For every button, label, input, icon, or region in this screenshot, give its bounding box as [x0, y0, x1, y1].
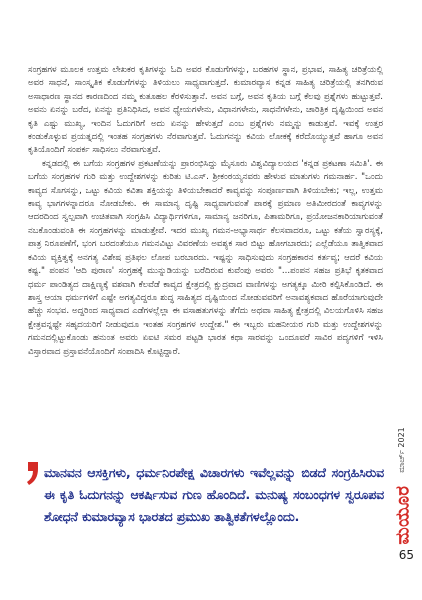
article-paragraph-2: ಕನ್ನಡದಲ್ಲಿ ಈ ಬಗೆಯ ಸಂಗ್ರಹಗಳ ಪ್ರಕಟಣೆಯನ್ನು ಪ್ರಾರಂಭಿಸಿದ್ದು ಮೈಸೂರು ವಿಶ್ವವಿದ್ಯಾಲಯದ 'ಕನ್ನಡ ಪ್ರಕಟಣಾ ಸಮಿತಿ'. ಈ ಬಗೆಯ ಸಂಗ್ರಹಗಳ ಗುರಿ ಮತ್ತು ಉದ್ದೇಶಗಳನ್ನು ಕುರಿತು ಟಿ.ಎಸ್. ಶ್ರೀಕಂಠಯ್ಯನವರು ಹೇಳುವ ಮಾತುಗಳು ಗಮನಾರ್ಹ. "ಒಂದು ಕಾವ್ಯದ ಸೊಗಸನ್ನು, ಒಟ್ಟು ಕವಿಯ ಕವಿತಾ ಶಕ್ತಿಯನ್ನು ತಿಳಿಯಬೇಕಾದರೆ ಕಾವ್ಯವನ್ನು ಸಂಪೂರ್ಣವಾಗಿ ತಿಳಿಯಬೇಕು; ಇಲ್ಲ, ಉತ್ತಮ ಕಾವ್ಯ ಭಾಗಗಳನ್ನಾದರೂ ನೋಡಬೇಕು. ಈ ಸಾಮಾನ್ಯ ದೃಷ್ಟಿ ಸಾಧ್ಯವಾಗುವಂತೆ ಪಾಠಕ್ಕೆ ಪ್ರಮಾಣ ಅತಿಮೀರದಂತೆ ಕಾವ್ಯಗಳನ್ನು ಆದರದಿಂದ ಸ್ವಲ್ಪವಾಗಿ ಉಚಿತವಾಗಿ ಸಂಗ್ರಹಿಸಿ ವಿದ್ಯಾರ್ಥಿಗಳಿಗೂ, ಸಾಮಾನ್ಯ ಜನರಿಗೂ, ಪಿತಾಮರಿಗೂ, ಪ್ರಯೋಜನಕಾರಿಯಾಗುವಂತೆ ನಬಕೊಂಡುವಂತಿ ಈ ಸಂಗ್ರಹಗಳನ್ನು ಮಾಡುತ್ತೇವೆ. ಇದರ ಮುಖ್ಯ ಗಮನ-ಅಭ್ಯಾಸಾರ್ಥ ಕೆಲಸವಾದರೂ, ಒಟ್ಟು ಕತೆಯ ಸ್ವಾರಸ್ಯಕ್ಕೆ, ಪಾತ್ರ ನಿರೂಪಣೆಗೆ, ಭಂಗ ಬರದಂತೆಯೂ ಗಮನವಿಟ್ಟು ವಿವರಣೆಯ ಅವಶ್ಯಕ ಸಾರ ಬಿಟ್ಟು ಹೋಗಬಾರದು; ಎಲ್ಲೆಡೆಯೂ ತಾತ್ವಿಕವಾದ ಕವಿಯ ವ್ಯಕ್ತಿತ್ವಕ್ಕೆ ಅನಗತ್ಯ ವಿಶೇಷ ಪ್ರತಿಫಲ ಲೋಪ ಬರಬಾರದು. ಇಷ್ಟನ್ನು ಸಾಧಿಸುವುದು ಸಂಗ್ರಹಕಾರನ ಕರ್ತವ್ಯ; ಆದರೆ ಕವಿಯ ಕಷ್ಟ." ಪಂಪನ 'ಆದಿ ಪುರಾಣ' ಸಂಗ್ರಹಕ್ಕೆ ಮುನ್ನುಡಿಯನ್ನು ಬರೆದಿರುವ ಕುವೆಂಪು ಅವರು "...ಪಂಪನ ಸಹಜ ಪ್ರತಿಭೆ ಕೃತಕವಾದ ಧರ್ಮ ಪಾಂಡಿತ್ಯದ ದಾಕ್ಷಿಣ್ಯಕ್ಕೆ ವಶವಾಗಿ ಕೆಲವೆಡೆ ಕಾವ್ಯದ ಕ್ಷೇತ್ರದಲ್ಲಿ ಕ್ಷುದ್ರವಾದ ವಾಣಿಗಳನ್ನು ಅಗತ್ಯಕ್ಕೂ ಮೀರಿ ಕಲ್ಪಿಸಿಕೊಂಡಿದೆ. ಈ ಶಾಸ್ತ್ರ ಆಯಾ ಧರ್ಮಗಳಿಗೆ ಎಷ್ಟೇ ಅಗತ್ಯವಿದ್ದರೂ ಶುದ್ಧ ಸಾಹಿತ್ಯದ ದೃಷ್ಟಿಯಿಂದ ನೋಡುವವರಿಗೆ ಅನಾವಶ್ಯಕವಾದ ಹೊರೆಯಾಗುವುದೇ ಹೆಚ್ಚು ಸಂಭವ. ಅದ್ದರಿಂದ ಸಾಧ್ಯವಾದ ಎಡೆಗಳಲ್ಲೆಲ್ಲಾ ಈ ವಸಾಹತುಗಳನ್ನು ತೆಗೆದು ಅಥವಾ ಸಾಹಿತ್ಯ ಕ್ಷೇತ್ರದಲ್ಲಿ ವಿಲಯಗೊಳಿಸಿ ಸಹಜ ಕ್ಷೇತ್ರವನ್ನಷ್ಟೇ ಸಹೃದಯರಿಗೆ ನೀಡುವುದೂ ಇಂತಹ ಸಂಗ್ರಹಗಳ ಉದ್ದೇಶ." ಈ ಇಬ್ಬರು ಮಹನೀಯರ ಗುರಿ ಮತ್ತು ಉದ್ದೇಶಗಳನ್ನು ಗಮನದಲ್ಲಿಟ್ಟುಕೊಂಡು ಹನುಂತ ಅವರು ಏಐಟಿ ಸಮರ ಪಟ್ಟಡಿ ಭಾರತ ಕಥಾ ಸಾರವನ್ನು ಒಂದೂವರೆ ಸಾವಿರ ಪದ್ಯಗಳಿಗೆ ಇಳಿಸಿ ವಿಸ್ತಾರವಾದ ಪ್ರಸ್ತಾವನೆಯೊಂದಿಗೆ ಸಂಪಾದಿಸಿ ಕೊಟ್ಟಿದ್ದಾರೆ.	[28, 158, 383, 357]
page-number: 65	[398, 548, 414, 562]
article-body	[28, 64, 383, 359]
brand-logo-wrap	[392, 485, 414, 545]
masthead-sidebar	[386, 427, 422, 590]
pull-quote-text: ಮಾನವನ ಆಸಕ್ತಿಗಳು, ಧರ್ಮನಿರಪೇಕ್ಷ ವಿಚಾರಗಳು ಇವೆಲ್ಲವನ್ನು ಬಿಡದೆ ಸಂಗ್ರಹಿಸಿರುವ ಈ ಕೃತಿ ಓದುಗನನ್ನು ಆಕರ್ಷಿಸುವ ಗುಣ ಹೊಂದಿದೆ. ಮನುಷ್ಯ ಸಂಬಂಧಗಳ ಸ್ವರೂಪವ ಶೋಧನೆ ಕುಮಾರವ್ಯಾಸ ಭಾರತದ ಪ್ರಮುಖ ತಾತ್ವಿಕತೆಗಳಲ್ಲೊಂದು.	[44, 466, 384, 524]
issue-date-wrap	[395, 420, 409, 480]
pull-quote	[26, 462, 386, 528]
article-paragraph-1: ಸಂಗ್ರಹಗಳ ಮೂಲಕ ಉತ್ತಮ ಲೇಖಕರ ಕೃತಿಗಳನ್ನು ಓದಿ ಅವರ ಕೊಡುಗೆಗಳನ್ನು, ಬರಹಗಳ ಸ್ಥಾನ, ಪ್ರಭಾವ, ಸಾಹಿತ್ಯ ಚರಿತ್ರೆಯಲ್ಲಿ ಅವರ ಸಾಧನೆ, ಸಾಂಸ್ಕೃತಿಕ ಕೊಡುಗೆಗಳನ್ನು ತಿಳಿಯಲು ಸಾಧ್ಯವಾಗುತ್ತದೆ. ಕುಮಾರವ್ಯಾಸ ಕನ್ನಡ ಸಾಹಿತ್ಯ ಚರಿತ್ರೆಯಲ್ಲಿ ತನಗಿರುವ ಅಸಾಧಾರಣ ಸ್ಥಾನದ ಕಾರಣದಿಂದ ನಮ್ಮ ಕುತೂಹಲ ಕೆರಳಿಸುತ್ತಾನೆ. ಅವನ ಬಗ್ಗೆ, ಅವನ ಕೃತಿಯ ಬಗ್ಗೆ ಕೆಲವು ಪ್ರಶ್ನೆಗಳು ಹುಟ್ಟುತ್ತವೆ. ಅವನು ಏನನ್ನು ಬರೆದ, ಏನನ್ನು ಪ್ರತಿನಿಧಿಸಿದ, ಅವನ ಧ್ಯೇಯಗಳೇನು, ವಿಧಾನಗಳೇನು, ಸಾಧನೆಗಳೇನು, ಚಾರಿತ್ರಿಕ ದೃಷ್ಟಿಯಿಂದ ಅವನ ಕೃತಿ ಎಷ್ಟು ಮುಖ್ಯ, ಇಂದಿನ ಓದುಗರಿಗೆ ಅದು ಏನನ್ನು ಹೇಳುತ್ತದೆ ಎಂಬ ಪ್ರಶ್ನೆಗಳು ನಮ್ಮನ್ನು ಕಾಡುತ್ತವೆ. ಇವಕ್ಕೆ ಉತ್ತರ ಕಂಡುಕೊಳ್ಳುವ ಪ್ರಯತ್ನದಲ್ಲಿ ಇಂತಹ ಸಂಗ್ರಹಗಳು ನೆರವಾಗುತ್ತವೆ. ಓದುಗನನ್ನು ಕವಿಯ ಲೋಕಕ್ಕೆ ಕರೆದೊಯ್ಯುತ್ತವೆ ಹಾಗೂ ಅವನ ಕೃತಿಯೊಂದಿಗೆ ಸಂಪರ್ಕ ಸಾಧಿಸಲು ನೆರವಾಗುತ್ತವೆ.	[28, 65, 383, 156]
opening-quote-icon	[26, 458, 40, 488]
magazine-logo: ಮಯೂರ	[392, 485, 414, 545]
issue-date: ಮಾರ್ಚ್ 2021	[397, 427, 406, 473]
